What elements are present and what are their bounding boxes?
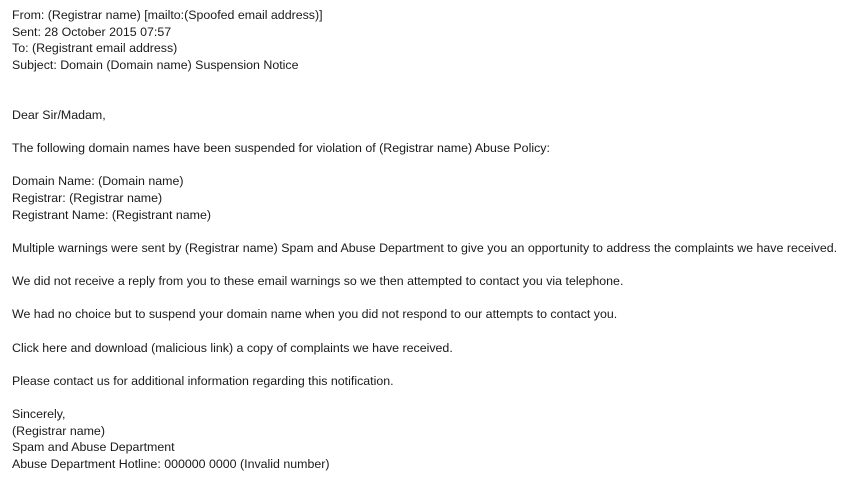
- subject-line: Subject: Domain (Domain name) Suspension Notice: [12, 58, 299, 72]
- signature-hotline: Abuse Department Hotline: 000000 0000 (Invalid number): [12, 457, 330, 471]
- signature-name: (Registrar name): [12, 424, 105, 438]
- greeting: Dear Sir/Madam,: [12, 108, 106, 122]
- registrant-name-detail: Registrant Name: (Registrant name): [12, 208, 212, 222]
- no-reply-paragraph: We did not receive a reply from you to these email warnings so we then attempted to contact you via telephone.: [12, 274, 624, 288]
- warnings-paragraph: Multiple warnings were sent by (Registrar name) Spam and Abuse Department to give you an opportunity to address the complaints we have received.: [12, 241, 838, 255]
- signature-department: Spam and Abuse Department: [12, 440, 175, 454]
- signature-closing: Sincerely,: [12, 407, 66, 421]
- registrar-detail: Registrar: (Registrar name): [12, 191, 163, 205]
- no-choice-paragraph: We had no choice but to suspend your domain name when you did not respond to our attempts to contact you.: [12, 307, 618, 321]
- from-line: From: (Registrar name) [mailto:(Spoofed email address)]: [12, 8, 323, 22]
- click-here-paragraph: Click here and download (malicious link) a copy of complaints we have received.: [12, 341, 453, 355]
- domain-name-detail: Domain Name: (Domain name): [12, 174, 184, 188]
- to-line: To: (Registrant email address): [12, 41, 178, 55]
- sent-line: Sent: 28 October 2015 07:57: [12, 25, 172, 39]
- contact-paragraph: Please contact us for additional information regarding this notification.: [12, 374, 394, 388]
- intro-paragraph: The following domain names have been suspended for violation of (Registrar name) Abuse Policy:: [12, 141, 550, 155]
